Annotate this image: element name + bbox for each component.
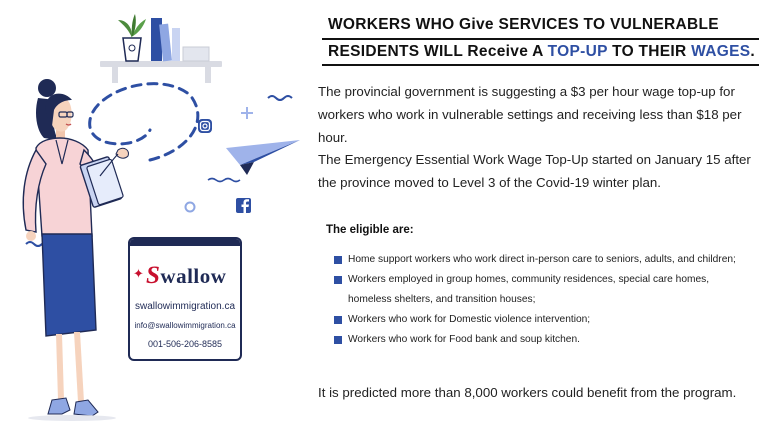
title-highlight-wages: WAGES bbox=[691, 43, 751, 60]
list-item-text: homeless shelters, and transition houses; bbox=[348, 294, 536, 305]
plant-icon bbox=[118, 14, 146, 61]
title-line-2 bbox=[322, 38, 759, 66]
wave-decoration bbox=[208, 179, 240, 182]
contact-card bbox=[128, 237, 242, 361]
title-line-1: WORKERS WHO Give SERVICES TO VULNERABLE bbox=[328, 16, 719, 33]
list-item bbox=[334, 330, 759, 350]
eligible-list bbox=[334, 250, 759, 350]
paragraph-prediction: It is predicted more than 8,000 workers could benefit from the program. bbox=[318, 385, 737, 400]
books-icon bbox=[151, 18, 209, 61]
title-line-2-row bbox=[322, 38, 762, 66]
facebook-icon bbox=[236, 198, 251, 213]
dashed-flight-path bbox=[90, 84, 198, 160]
title-part: TO THEIR bbox=[607, 43, 692, 60]
title-end: . bbox=[750, 43, 755, 60]
eligible-heading: The eligible are: bbox=[326, 224, 414, 236]
paragraph-proposal: The provincial government is suggesting a $3 per hour wage top-up for workers who work in vulnerable settings and receiving less than $18 per hour. bbox=[318, 84, 742, 145]
list-item-text: Workers who work for Food bank and soup kitchen. bbox=[348, 334, 580, 345]
title-part: RESIDENTS WILL Receive A bbox=[328, 43, 548, 60]
maple-leaf-icon: ✦ bbox=[133, 266, 144, 281]
circle-decoration bbox=[186, 203, 195, 212]
swallow-logo bbox=[130, 256, 240, 300]
list-item bbox=[334, 270, 759, 290]
illustration bbox=[0, 0, 320, 432]
list-item bbox=[334, 250, 759, 270]
plus-decoration bbox=[241, 107, 253, 119]
list-item-text: Workers who work for Domestic violence intervention; bbox=[348, 314, 591, 325]
title-highlight-topup: TOP-UP bbox=[547, 43, 608, 60]
logo-rest: wallow bbox=[160, 264, 227, 288]
logo-initial: S bbox=[146, 262, 161, 289]
bullet-icon bbox=[334, 276, 342, 284]
bullet-icon bbox=[334, 336, 342, 344]
paragraph-start-date: The Emergency Essential Work Wage Top-Up started on January 15 after the province moved to Level 3 of the Covid-19 winter plan. bbox=[318, 152, 751, 190]
logo-text bbox=[146, 262, 226, 290]
website-link[interactable]: swallowimmigration.ca bbox=[134, 301, 236, 312]
bullet-icon bbox=[334, 316, 342, 324]
instagram-icon bbox=[198, 119, 212, 133]
phone-number[interactable]: 001-506-206-8585 bbox=[147, 339, 223, 349]
list-item bbox=[334, 310, 759, 330]
list-item-text: Home support workers who work direct in-person care to seniors, adults, and children; bbox=[348, 254, 736, 265]
wave-decoration bbox=[268, 96, 292, 100]
paper-plane-icon bbox=[226, 140, 300, 175]
shelf bbox=[100, 61, 222, 83]
bullet-icon bbox=[334, 256, 342, 264]
list-item-continued bbox=[334, 290, 759, 310]
page-title bbox=[322, 12, 762, 66]
woman-figure bbox=[23, 79, 128, 421]
card-header-bar bbox=[130, 239, 240, 246]
email-link[interactable]: info@swallowimmigration.ca bbox=[134, 321, 236, 330]
list-item-text: Workers employed in group homes, community residences, special care homes, bbox=[348, 274, 710, 285]
